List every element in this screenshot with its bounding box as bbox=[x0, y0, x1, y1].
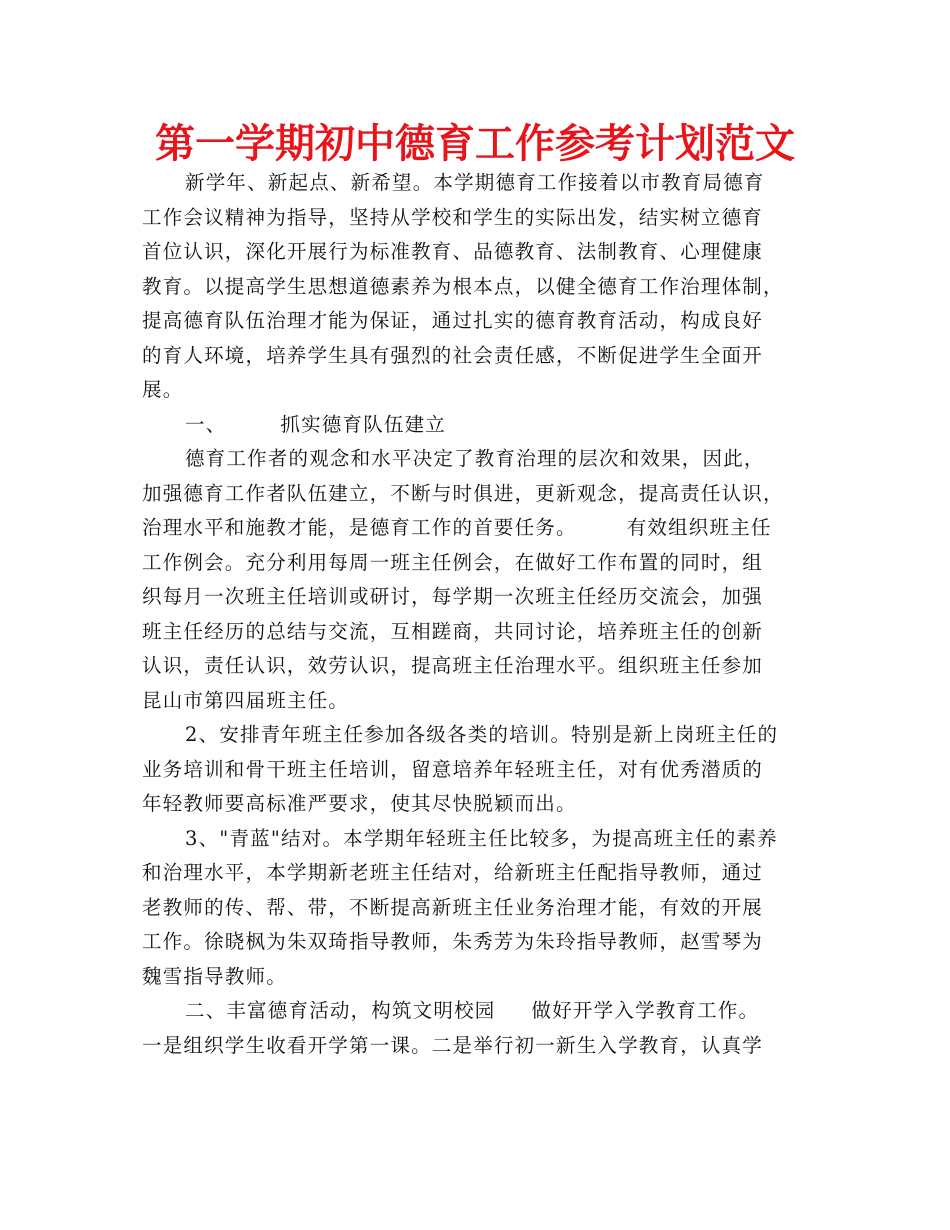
paragraph-line: 工作例会。充分利用每周一班主任例会，在做好工作布置的同时，组 bbox=[142, 550, 764, 574]
paragraph-line: 2、安排青年班主任参加各级各类的培训。特别是新上岗班主任的 bbox=[185, 723, 779, 746]
paragraph-line: 3、"青蓝"结对。本学期年轻班主任比较多，为提高班主任的素养 bbox=[185, 826, 778, 850]
paragraph-line: 和治理水平，本学期新老班主任结对，给新班主任配指导教师，通过 bbox=[142, 861, 764, 884]
paragraph-line: 一是组织学生收看开学第一课。二是举行初一新生入学教育，认真学 bbox=[142, 1033, 764, 1057]
paragraph-line: 加强德育工作者队伍建立，不断与时俱进，更新观念，提高责任认识， bbox=[142, 481, 784, 505]
paragraph-line: 昆山市第四届班主任。 bbox=[142, 688, 350, 712]
section-title: 二、丰富德育活动，构筑文明校园 bbox=[185, 999, 496, 1022]
paragraph-line: 老教师的传、帮、带，不断提高新班主任业务治理才能，有效的开展 bbox=[142, 895, 764, 919]
paragraph-line: 教育。以提高学生思想道德素养为根本点，以健全德育工作治理体制， bbox=[142, 274, 784, 298]
section-title: 抓实德育队伍建立 bbox=[280, 412, 447, 436]
paragraph-line: 工作会议精神为指导，坚持从学校和学生的实际出发，结实树立德育 bbox=[142, 205, 764, 229]
paragraph-line: 展。 bbox=[142, 378, 184, 401]
paragraph-line: 业务培训和骨干班主任培训，留意培养年轻班主任，对有优秀潜质的 bbox=[142, 757, 764, 781]
paragraph-line bbox=[142, 511, 810, 546]
paragraph-line: 年轻教师要高标准严要求，使其尽快脱颖而出。 bbox=[142, 792, 577, 815]
paragraph-line: 的育人环境，培养学生具有强烈的社会责任感，不断促进学生全面开 bbox=[142, 343, 764, 367]
document-body bbox=[142, 166, 810, 1063]
paragraph-line: 首位认识，深化开展行为标准教育、品德教育、法制教育、心理健康 bbox=[142, 240, 764, 263]
paragraph-line: 工作。徐晓枫为朱双琦指导教师，朱秀芳为朱玲指导教师，赵雪琴为 bbox=[142, 930, 764, 953]
section-heading bbox=[142, 408, 810, 443]
line-segment: 做好开学入学教育工作。 bbox=[531, 999, 760, 1022]
paragraph-line: 认识，责任认识，效劳认识，提高班主任治理水平。组织班主任参加 bbox=[142, 654, 764, 677]
paragraph-line: 新学年、新起点、新希望。本学期德育工作接着以市教育局德育 bbox=[185, 171, 765, 194]
paragraph-line: 魏雪指导教师。 bbox=[142, 964, 287, 988]
section-heading bbox=[142, 994, 810, 1029]
line-segment: 治理水平和施教才能，是德育工作的首要任务。 bbox=[142, 516, 577, 539]
line-segment: 有效组织班主任 bbox=[626, 516, 772, 539]
document-title: 第一学期初中德育工作参考计划范文 bbox=[155, 121, 795, 167]
paragraph-line: 德育工作者的观念和水平决定了教育治理的层次和效果，因此， bbox=[185, 447, 765, 470]
paragraph-line: 班主任经历的总结与交流，互相蹉商，共同讨论，培养班主任的创新 bbox=[142, 619, 764, 643]
section-number: 一、 bbox=[185, 412, 227, 436]
paragraph-line: 织每月一次班主任培训或研讨，每学期一次班主任经历交流会，加强 bbox=[142, 585, 764, 608]
paragraph-line: 提高德育队伍治理才能为保证，通过扎实的德育教育活动，构成良好 bbox=[142, 309, 764, 332]
